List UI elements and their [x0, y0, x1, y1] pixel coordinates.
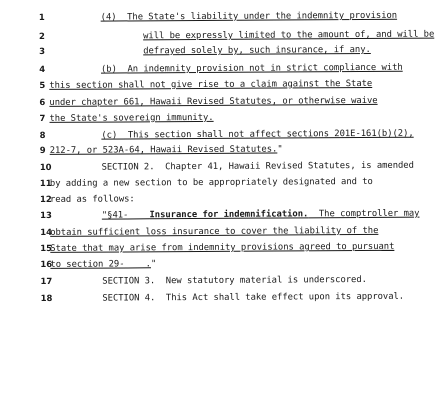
- text-line-8: [40, 129, 414, 142]
- text-line-4: [39, 63, 403, 76]
- line-number: 1: [38, 12, 45, 23]
- section-heading: Insurance for indemnification.: [149, 209, 309, 221]
- line-text: State that may arise from indemnity provisions agreed to pursuant: [50, 241, 395, 254]
- line-number: 15: [40, 243, 53, 254]
- line-number: 3: [39, 46, 45, 57]
- line-number: 18: [40, 293, 53, 304]
- text-line-6: [39, 96, 377, 109]
- line-text: under chapter 661, Hawaii Revised Statutes, or otherwise waive: [49, 95, 378, 108]
- closing-quote: ": [150, 259, 157, 270]
- line-number: 7: [39, 113, 46, 124]
- line-text: will be expressly limited to the amount of, and will be: [143, 29, 435, 42]
- text-line-18: [41, 292, 405, 305]
- line-number: 6: [39, 97, 46, 108]
- section-number: "§41-: [101, 210, 150, 221]
- line-text: (b) An indemnity provision not in strict compliance with: [100, 62, 403, 75]
- line-number: 12: [39, 194, 52, 205]
- text-line-5: [39, 79, 372, 92]
- closing-quote: ": [277, 144, 283, 155]
- line-number: 5: [39, 80, 46, 91]
- line-number: 16: [40, 259, 53, 270]
- text-line-16: [40, 259, 156, 271]
- text-line-10: [40, 161, 414, 174]
- line-text: to section 29- .: [50, 259, 152, 270]
- line-text: the State's sovereign immunity.: [49, 112, 214, 124]
- line-text: (c) This section shall not affect sections 201E-161(b)(2),: [101, 128, 414, 141]
- text-line-1: [39, 11, 397, 24]
- text-line-9: [40, 144, 283, 156]
- line-number: 9: [39, 145, 46, 156]
- text-line-17: [40, 275, 366, 288]
- line-number: 2: [38, 31, 45, 42]
- line-number: 14: [40, 227, 52, 238]
- line-number: 4: [39, 64, 46, 75]
- line-number: 8: [39, 130, 46, 141]
- line-number: 17: [40, 276, 53, 287]
- line-number: 13: [40, 210, 52, 221]
- line-text: 212-7, or 523A-64, Hawaii Revised Statutes.: [49, 144, 278, 156]
- text-line-3: [39, 45, 371, 58]
- line-number: 10: [39, 162, 52, 173]
- text-line-7: [39, 113, 213, 125]
- line-text: by adding a new section to be appropriately designated and to: [49, 176, 373, 189]
- line-text: SECTION 2. Chapter 41, Hawaii Revised Statutes, is amended: [101, 160, 414, 173]
- text-line-15: [40, 242, 394, 255]
- line-text: read as follows:: [49, 194, 135, 205]
- text-line-12: [40, 194, 135, 206]
- line-text: obtain sufficient loss insurance to cover the liability of the: [50, 225, 379, 238]
- text-line-13: [40, 209, 419, 222]
- line-text: The comptroller may: [308, 208, 420, 220]
- text-line-11: [40, 177, 373, 190]
- line-text: SECTION 4. This Act shall take effect upon its approval.: [102, 291, 405, 304]
- text-line-2: [39, 30, 434, 43]
- line-text: SECTION 3. New statutory material is underscored.: [102, 274, 367, 287]
- line-text: this section shall not give rise to a claim against the State: [49, 78, 373, 91]
- text-line-14: [40, 226, 378, 239]
- line-text: (4) The State's liability under the indemnity provision: [100, 10, 398, 23]
- line-text: defrayed solely by, such insurance, if any.: [143, 44, 371, 57]
- line-number: 11: [39, 178, 52, 189]
